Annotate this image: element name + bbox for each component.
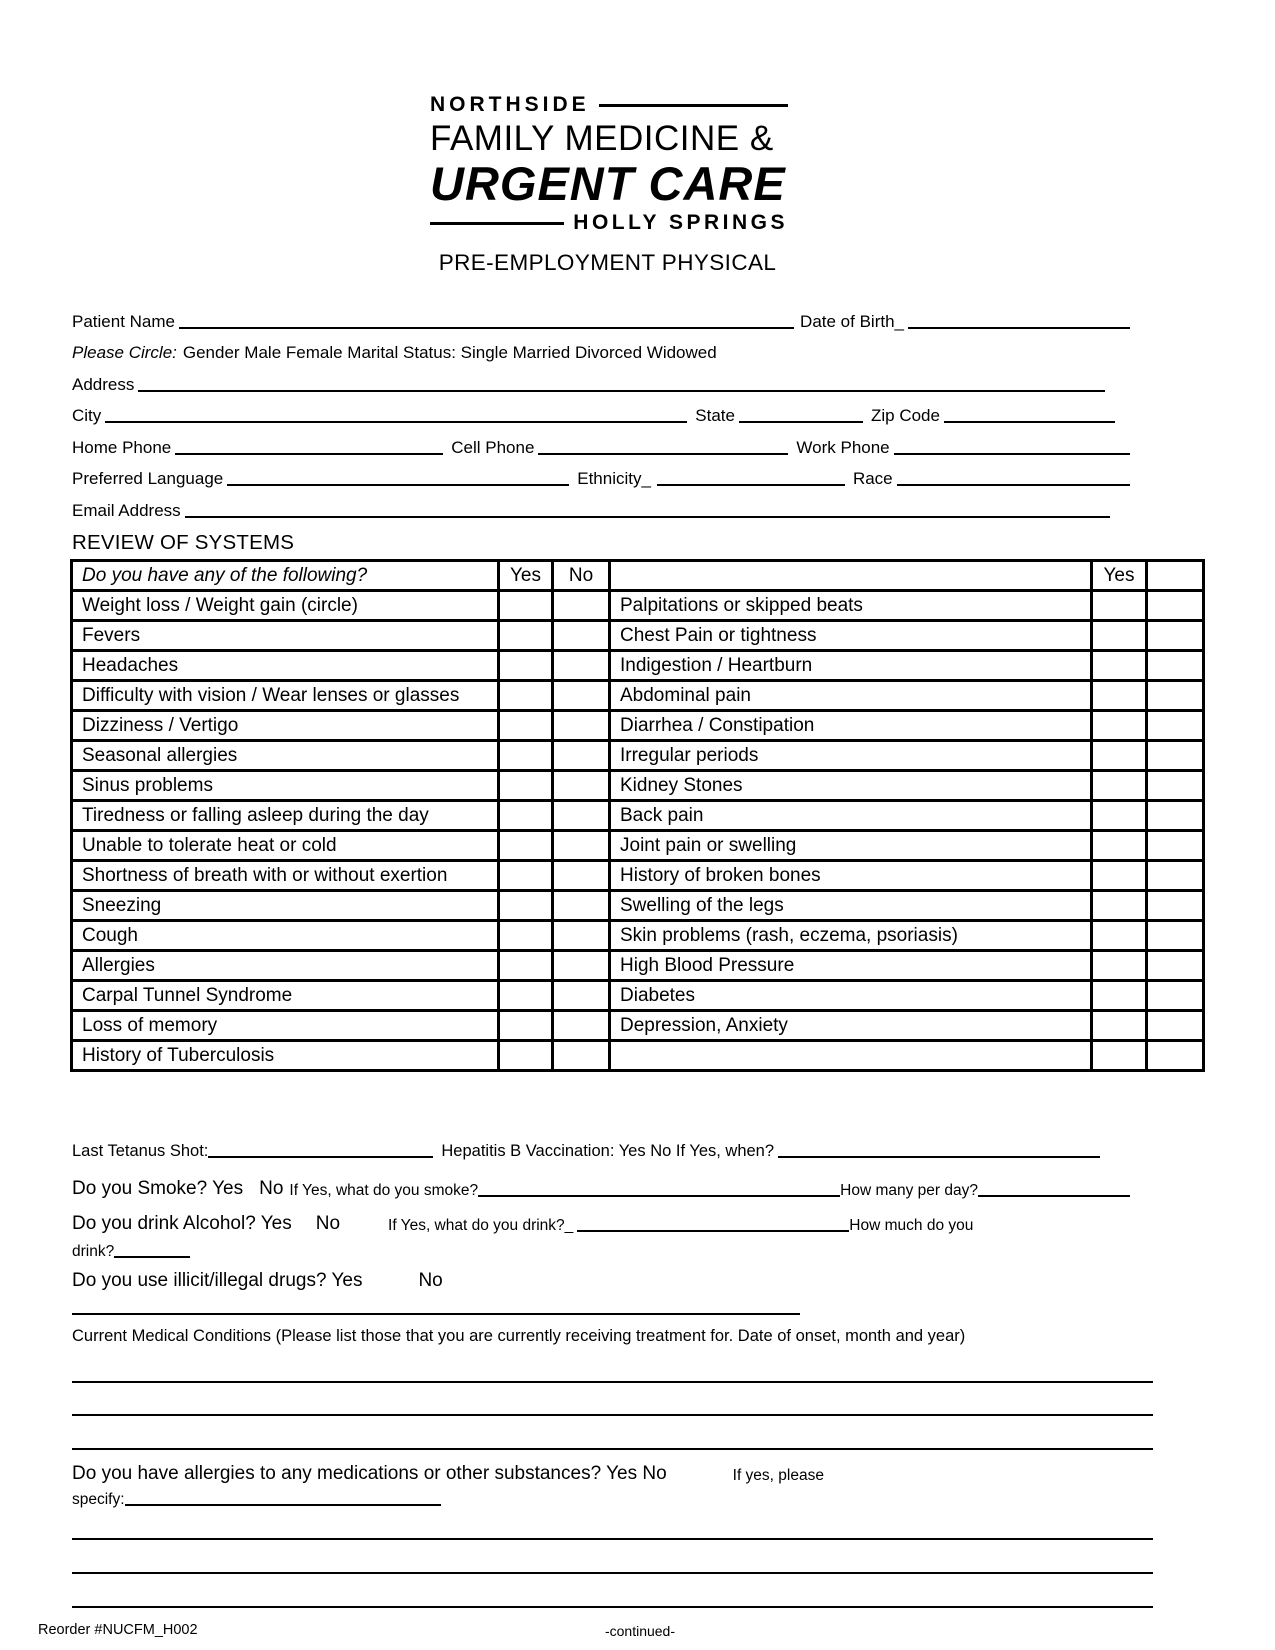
checkbox-cell xyxy=(553,591,610,621)
alcohol-amount-label: How much do you xyxy=(849,1217,974,1235)
checkbox-cell xyxy=(499,891,553,921)
symptom-cell xyxy=(610,1041,1092,1071)
symptom-cell: Headaches xyxy=(72,651,499,681)
state-label: State xyxy=(695,406,735,426)
header-no-right xyxy=(1147,561,1204,591)
checkbox-cell xyxy=(1092,981,1147,1011)
checkbox-cell xyxy=(1147,951,1204,981)
symptom-cell: Unable to tolerate heat or cold xyxy=(72,831,499,861)
symptom-cell: Loss of memory xyxy=(72,1011,499,1041)
address-row xyxy=(72,363,1130,395)
checkbox-cell xyxy=(499,1041,553,1071)
header-spacer xyxy=(610,561,1092,591)
table-row xyxy=(72,681,1204,711)
table-row xyxy=(72,921,1204,951)
alcohol-detail-label: If Yes, what do you drink?_ xyxy=(388,1217,574,1235)
checkbox-cell xyxy=(1092,771,1147,801)
symptom-cell: High Blood Pressure xyxy=(610,951,1092,981)
patient-name-row xyxy=(72,300,1130,332)
smoke-row xyxy=(72,1178,1130,1200)
symptom-cell: Dizziness / Vertigo xyxy=(72,711,499,741)
conditions-line-3 xyxy=(72,1448,1153,1450)
symptom-cell: Abdominal pain xyxy=(610,681,1092,711)
work-phone-blank xyxy=(894,453,1130,455)
header-question: Do you have any of the following? xyxy=(72,561,499,591)
ethnicity-label: Ethnicity_ xyxy=(577,469,651,489)
checkbox-cell xyxy=(499,861,553,891)
tetanus-row xyxy=(72,1142,1100,1161)
checkbox-cell xyxy=(499,831,553,861)
checkbox-cell xyxy=(1092,891,1147,921)
logo-rule-top xyxy=(599,104,788,107)
logo-name-mid: FAMILY MEDICINE & xyxy=(430,119,774,158)
table-row xyxy=(72,1041,1204,1071)
logo-name-main: URGENT CARE xyxy=(430,157,786,210)
checkbox-cell xyxy=(1147,861,1204,891)
hepatitis-blank xyxy=(778,1156,1100,1158)
table-row xyxy=(72,651,1204,681)
drugs-question: Do you use illicit/illegal drugs? Yes xyxy=(72,1270,363,1291)
checkbox-cell xyxy=(553,651,610,681)
checkbox-cell xyxy=(1092,921,1147,951)
symptom-cell: Irregular periods xyxy=(610,741,1092,771)
checkbox-cell xyxy=(1147,771,1204,801)
address-blank xyxy=(138,390,1105,392)
checkbox-cell xyxy=(1147,921,1204,951)
checkbox-cell xyxy=(553,1041,610,1071)
table-row xyxy=(72,1011,1204,1041)
checkbox-cell xyxy=(553,741,610,771)
checkbox-cell xyxy=(553,861,610,891)
table-row xyxy=(72,711,1204,741)
table-row xyxy=(72,621,1204,651)
table-row xyxy=(72,741,1204,771)
symptom-cell: Joint pain or swelling xyxy=(610,831,1092,861)
alcohol-no-option: No xyxy=(315,1213,341,1234)
allergies-line-3 xyxy=(72,1606,1153,1608)
checkbox-cell xyxy=(1147,1041,1204,1071)
symptom-cell: Skin problems (rash, eczema, psoriasis) xyxy=(610,921,1092,951)
preferred-language-blank xyxy=(227,484,569,486)
city-state-zip-row xyxy=(72,395,1130,427)
date-of-birth-label: Date of Birth_ xyxy=(800,311,904,331)
circle-options-text: Gender Male Female Marital Status: Single Married Divorced Widowed xyxy=(182,343,717,363)
hepatitis-label: Hepatitis B Vaccination: Yes No If Yes, when? xyxy=(441,1142,775,1160)
patient-name-blank xyxy=(179,327,794,329)
checkbox-cell xyxy=(1147,801,1204,831)
allergies-specify-blank xyxy=(125,1504,441,1506)
smoke-no-option: No xyxy=(259,1178,284,1199)
preferred-language-label: Preferred Language xyxy=(72,469,224,489)
city-label: City xyxy=(72,406,102,426)
alcohol-row xyxy=(72,1213,973,1235)
checkbox-cell xyxy=(1147,891,1204,921)
symptom-cell: Weight loss / Weight gain (circle) xyxy=(72,591,499,621)
checkbox-cell xyxy=(499,711,553,741)
review-of-systems-table xyxy=(70,559,1205,1072)
please-circle-row xyxy=(72,332,1130,364)
table-row xyxy=(72,771,1204,801)
symptom-cell: Indigestion / Heartburn xyxy=(610,651,1092,681)
checkbox-cell xyxy=(1092,861,1147,891)
checkbox-cell xyxy=(553,891,610,921)
symptom-cell: Tiredness or falling asleep during the day xyxy=(72,801,499,831)
conditions-label: Current Medical Conditions (Please list those that you are currently receiving treatment for. Date of onset, month and year) xyxy=(72,1327,966,1345)
checkbox-cell xyxy=(1092,951,1147,981)
clinic-logo xyxy=(430,92,788,236)
race-blank xyxy=(897,484,1130,486)
checkbox-cell xyxy=(499,1011,553,1041)
checkbox-cell xyxy=(499,741,553,771)
smoke-detail-blank xyxy=(478,1195,840,1197)
review-of-systems-heading: REVIEW OF SYSTEMS xyxy=(72,531,295,554)
please-circle-label: Please Circle: xyxy=(72,343,177,363)
symptom-cell: Palpitations or skipped beats xyxy=(610,591,1092,621)
address-label: Address xyxy=(72,374,135,394)
checkbox-cell xyxy=(553,1011,610,1041)
logo-location: HOLLY SPRINGS xyxy=(573,211,788,234)
symptom-cell: Carpal Tunnel Syndrome xyxy=(72,981,499,1011)
allergies-line-2 xyxy=(72,1572,1153,1574)
allergies-row xyxy=(72,1463,824,1485)
symptom-cell: Cough xyxy=(72,921,499,951)
checkbox-cell xyxy=(1147,1011,1204,1041)
table-row xyxy=(72,861,1204,891)
checkbox-cell xyxy=(1147,681,1204,711)
language-ethnicity-race-row xyxy=(72,458,1130,490)
checkbox-cell xyxy=(553,921,610,951)
table-row xyxy=(72,801,1204,831)
checkbox-cell xyxy=(1092,831,1147,861)
checkbox-cell xyxy=(1092,591,1147,621)
reorder-code: Reorder #NUCFM_H002 xyxy=(38,1622,198,1638)
checkbox-cell xyxy=(499,621,553,651)
alcohol-question: Do you drink Alcohol? Yes xyxy=(72,1213,292,1234)
symptom-cell: Shortness of breath with or without exertion xyxy=(72,861,499,891)
symptom-cell: Fevers xyxy=(72,621,499,651)
symptom-cell: Sneezing xyxy=(72,891,499,921)
symptom-cell: Diabetes xyxy=(610,981,1092,1011)
checkbox-cell xyxy=(499,801,553,831)
table-row xyxy=(72,591,1204,621)
checkbox-cell xyxy=(1147,831,1204,861)
checkbox-cell xyxy=(553,621,610,651)
phones-row xyxy=(72,426,1130,458)
symptom-cell: Difficulty with vision / Wear lenses or glasses xyxy=(72,681,499,711)
table-header-row xyxy=(72,561,1204,591)
header-yes-right: Yes xyxy=(1092,561,1147,591)
email-row xyxy=(72,489,1130,521)
checkbox-cell xyxy=(499,681,553,711)
email-label: Email Address xyxy=(72,500,181,520)
checkbox-cell xyxy=(1147,621,1204,651)
checkbox-cell xyxy=(1147,981,1204,1011)
checkbox-cell xyxy=(553,771,610,801)
checkbox-cell xyxy=(553,831,610,861)
symptom-cell: Diarrhea / Constipation xyxy=(610,711,1092,741)
symptom-cell: Sinus problems xyxy=(72,771,499,801)
smoke-count-label: How many per day? xyxy=(840,1182,978,1200)
checkbox-cell xyxy=(1147,741,1204,771)
symptom-cell: Depression, Anxiety xyxy=(610,1011,1092,1041)
checkbox-cell xyxy=(1092,651,1147,681)
drugs-row xyxy=(72,1270,443,1292)
drugs-no-option: No xyxy=(418,1270,443,1291)
tetanus-blank xyxy=(208,1156,433,1158)
checkbox-cell xyxy=(1092,1011,1147,1041)
conditions-line-1 xyxy=(72,1381,1153,1383)
checkbox-cell xyxy=(1092,681,1147,711)
allergies-line-1 xyxy=(72,1538,1153,1540)
zip-blank xyxy=(944,421,1115,423)
checkbox-cell xyxy=(1092,1041,1147,1071)
symptom-cell: Back pain xyxy=(610,801,1092,831)
smoke-question: Do you Smoke? Yes xyxy=(72,1178,244,1199)
header-yes-left: Yes xyxy=(499,561,553,591)
conditions-row xyxy=(72,1327,965,1346)
checkbox-cell xyxy=(1147,711,1204,741)
symptom-cell: Seasonal allergies xyxy=(72,741,499,771)
smoke-count-blank xyxy=(978,1195,1130,1197)
date-of-birth-blank xyxy=(908,327,1130,329)
allergies-question: Do you have allergies to any medications or other substances? Yes No xyxy=(72,1463,667,1484)
symptom-cell: Chest Pain or tightness xyxy=(610,621,1092,651)
table-row xyxy=(72,891,1204,921)
allergies-specify-row xyxy=(72,1491,441,1509)
work-phone-label: Work Phone xyxy=(796,437,890,457)
checkbox-cell xyxy=(1092,741,1147,771)
city-blank xyxy=(105,421,687,423)
alcohol-amount-blank xyxy=(114,1256,190,1258)
drugs-answer-line xyxy=(72,1313,800,1315)
checkbox-cell xyxy=(553,801,610,831)
cell-phone-blank xyxy=(538,453,788,455)
tetanus-label: Last Tetanus Shot: xyxy=(72,1142,209,1160)
checkbox-cell xyxy=(1092,711,1147,741)
logo-rule-bottom xyxy=(430,222,564,225)
symptom-cell: History of broken bones xyxy=(610,861,1092,891)
allergies-hint-label: If yes, please xyxy=(732,1467,824,1485)
alcohol-amount-cont-row xyxy=(72,1243,190,1261)
checkbox-cell xyxy=(499,981,553,1011)
alcohol-amount-cont-label: drink? xyxy=(72,1243,115,1260)
conditions-line-2 xyxy=(72,1414,1153,1416)
patient-info-section xyxy=(72,300,1130,521)
cell-phone-label: Cell Phone xyxy=(451,437,535,457)
checkbox-cell xyxy=(1092,621,1147,651)
table-row xyxy=(72,951,1204,981)
checkbox-cell xyxy=(499,951,553,981)
smoke-detail-label: If Yes, what do you smoke? xyxy=(289,1182,479,1200)
checkbox-cell xyxy=(553,981,610,1011)
checkbox-cell xyxy=(553,681,610,711)
symptom-cell: Swelling of the legs xyxy=(610,891,1092,921)
race-label: Race xyxy=(852,469,893,489)
checkbox-cell xyxy=(499,921,553,951)
checkbox-cell xyxy=(1147,591,1204,621)
checkbox-cell xyxy=(1147,651,1204,681)
table-row xyxy=(72,981,1204,1011)
checkbox-cell xyxy=(553,951,610,981)
logo-name-top: NORTHSIDE xyxy=(430,93,590,116)
checkbox-cell xyxy=(553,711,610,741)
home-phone-label: Home Phone xyxy=(72,437,172,457)
checkbox-cell xyxy=(499,591,553,621)
state-blank xyxy=(739,421,863,423)
alcohol-detail-blank xyxy=(577,1230,849,1232)
header-no-left: No xyxy=(553,561,610,591)
continued-note: -continued- xyxy=(604,1623,676,1639)
allergies-specify-label: specify: xyxy=(72,1491,125,1508)
symptom-cell: History of Tuberculosis xyxy=(72,1041,499,1071)
patient-name-label: Patient Name xyxy=(72,311,175,331)
table-row xyxy=(72,831,1204,861)
page-title: PRE-EMPLOYMENT PHYSICAL xyxy=(438,250,777,275)
ethnicity-blank xyxy=(657,484,845,486)
home-phone-blank xyxy=(175,453,443,455)
zip-label: Zip Code xyxy=(870,406,940,426)
checkbox-cell xyxy=(499,651,553,681)
checkbox-cell xyxy=(1092,801,1147,831)
symptom-cell: Kidney Stones xyxy=(610,771,1092,801)
symptom-cell: Allergies xyxy=(72,951,499,981)
email-blank xyxy=(185,516,1110,518)
checkbox-cell xyxy=(499,771,553,801)
